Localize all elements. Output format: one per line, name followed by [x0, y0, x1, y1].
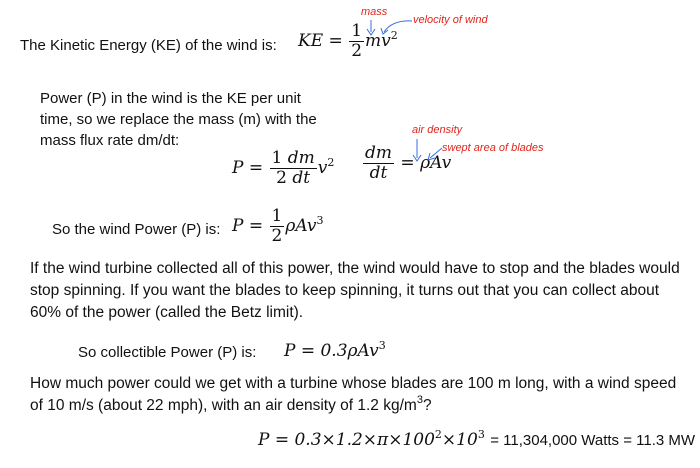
power-equals: =: [248, 158, 264, 178]
wind-power-equation: [232, 207, 324, 246]
ke-lhs: KE: [298, 31, 324, 51]
mass-annotation: mass: [361, 6, 388, 18]
wind-power-label: So the wind Power (P) is:: [52, 221, 221, 238]
ke-annotation-arrows: [350, 8, 420, 40]
power-term: v: [317, 158, 328, 178]
power-num-dm: dm: [287, 148, 315, 168]
power-exponent: 2: [327, 156, 335, 169]
flux-fraction-num: dm: [365, 143, 393, 163]
question-end: ?: [422, 397, 432, 414]
result-rest: = 11,304,000 Watts = 11.3 MW: [490, 432, 696, 449]
air-density-annotation: air density: [412, 124, 463, 136]
question-paragraph: [30, 373, 680, 417]
ke-fraction-num: 1: [351, 21, 363, 41]
question-exponent: 3: [416, 394, 423, 406]
wind-power-equals: =: [248, 216, 264, 236]
power-equation: [232, 149, 334, 188]
result-exp2: 3: [477, 428, 485, 441]
power-intro-line1: Power (P) in the wind is the KE per unit: [40, 90, 301, 107]
collectible-label: So collectible Power (P) is:: [78, 344, 257, 361]
wind-power-fraction: [270, 207, 285, 246]
collectible-equation: [284, 341, 386, 361]
area-arrow-line: [430, 148, 442, 158]
wind-power-lhs: P: [232, 216, 244, 236]
question-text: How much power could we get with a turbine whose blades are 100 m long, with a wind speed of 10 m/s (about 22 mph), with an air density of 1.2 kg/m: [30, 375, 677, 414]
power-num-one: 1: [271, 148, 283, 168]
result-part2: ×10: [441, 430, 478, 450]
wind-power-fraction-den: 2: [271, 226, 283, 246]
swept-area-annotation: swept area of blades: [442, 142, 544, 154]
ke-equals: =: [328, 31, 343, 51]
ke-term: mv: [365, 31, 391, 51]
flux-rhs: ρAv: [420, 153, 452, 173]
power-fraction: [270, 149, 317, 188]
ke-fraction-den: 2: [351, 41, 363, 61]
ke-exponent: 2: [390, 29, 398, 42]
betz-paragraph: If the wind turbine collected all of this power, the wind would have to stop and the blades would stop spinning. If you want the blades to keep spinning, it turns out that you can collect about 60% of the power (called the Betz limit).: [30, 260, 680, 321]
result-equation: [258, 430, 695, 450]
velocity-annotation: velocity of wind: [413, 14, 488, 26]
flux-fraction-den: dt: [369, 163, 388, 183]
power-fraction-num: [270, 149, 317, 169]
power-den-two: 2: [276, 168, 287, 188]
flux-fraction: [363, 144, 394, 183]
wind-power-term: ρAv: [285, 216, 317, 236]
flux-equals: =: [400, 153, 415, 173]
result-exp1: 2: [434, 428, 442, 441]
result-part1: P = 0.3×1.2×π×100: [258, 430, 435, 450]
power-intro-line3: mass flux rate dm/dt:: [40, 132, 180, 149]
wind-power-fraction-num: 1: [271, 206, 283, 226]
power-fraction-den: [274, 169, 312, 188]
collectible-exponent: 3: [378, 339, 386, 352]
collectible-formula: P = 0.3ρAv: [284, 341, 379, 361]
flux-annotation-arrows: [400, 132, 450, 172]
power-den-dt: dt: [292, 168, 311, 188]
wind-power-exponent: 3: [316, 214, 324, 227]
power-intro-line2: time, so we replace the mass (m) with the: [40, 111, 317, 128]
ke-label: The Kinetic Energy (KE) of the wind is:: [20, 37, 277, 54]
power-lhs: P: [232, 158, 244, 178]
